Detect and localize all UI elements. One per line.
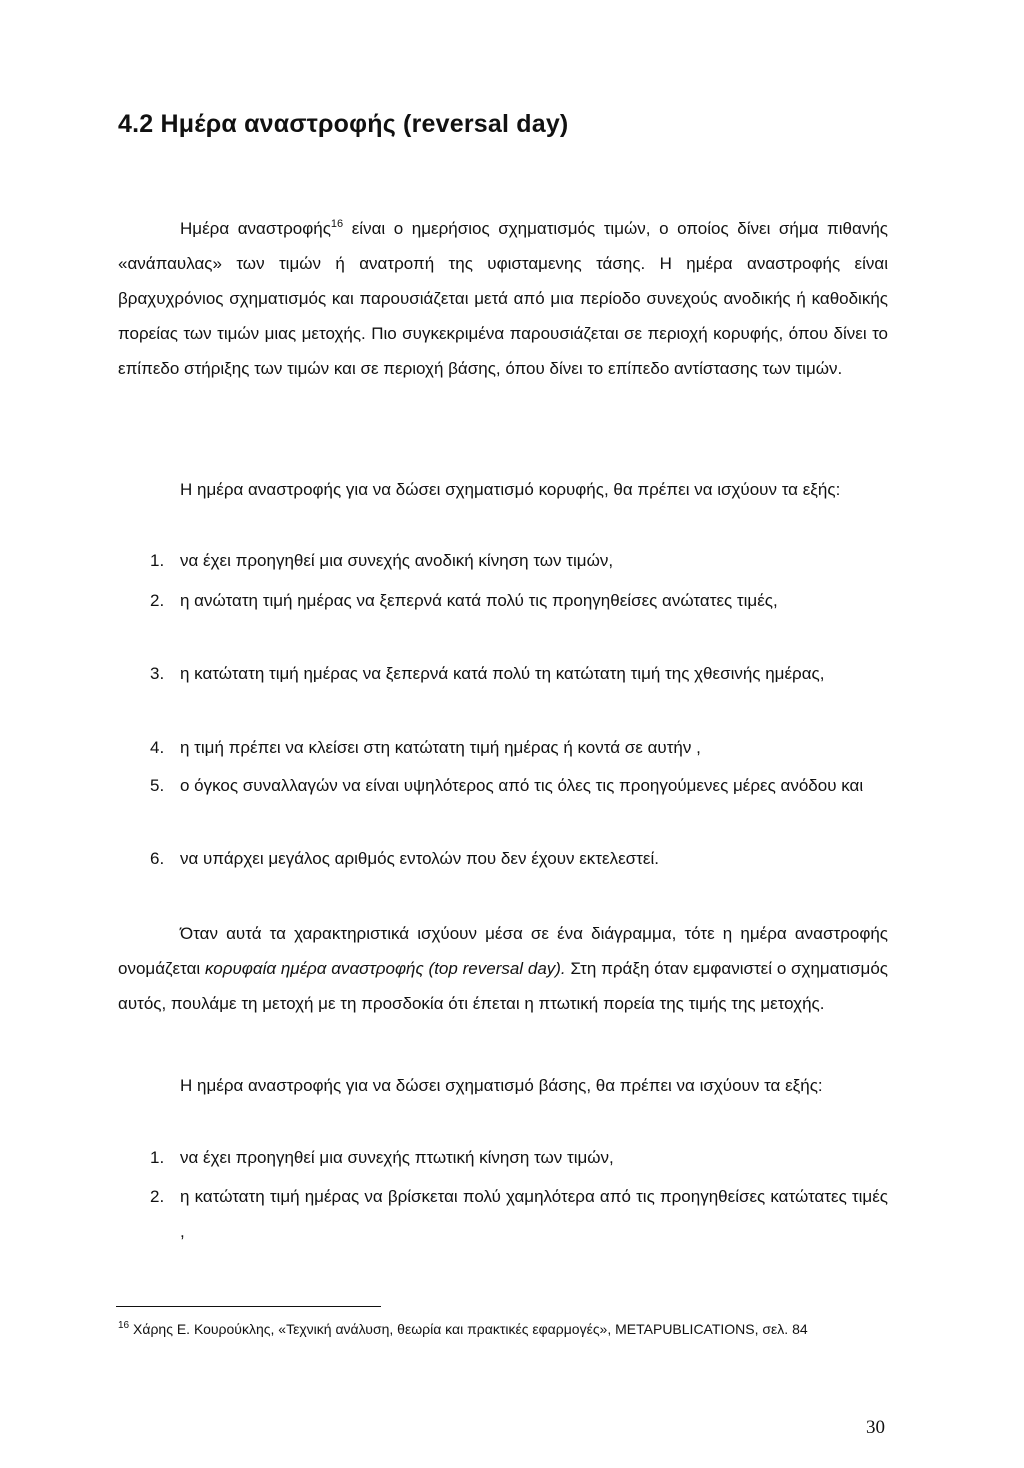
- bottom-conditions-lead-text: Η ημέρα αναστροφής για να δώσει σχηματισμό βάσης, θα πρέπει να ισχύουν τα εξής:: [180, 1076, 823, 1095]
- list-item-text: η κατώτατη τιμή ημέρας να ξεπερνά κατά πολύ τη κατώτατη τιμή της χθεσινής ημέρας,: [180, 664, 825, 683]
- list-item-text: η τιμή πρέπει να κλείσει στη κατώτατη τιμή ημέρας ή κοντά σε αυτήν ,: [180, 738, 701, 757]
- list-item-text: να έχει προηγηθεί μια συνεχής ανοδική κίνηση των τιμών,: [180, 551, 614, 570]
- list-item-number: 1.: [150, 551, 165, 570]
- intro-paragraph: [118, 211, 888, 386]
- footnote-reference: 16: [330, 218, 344, 230]
- list-item: [150, 1140, 888, 1175]
- footnote: [118, 1318, 893, 1341]
- list-item: [150, 656, 888, 691]
- footnote-text: Χάρης Ε. Κουρούκλης, «Τεχνική ανάλυση, θεωρία και πρακτικές εφαρμογές», METAPUBLICATIONS, σελ. 84: [129, 1321, 808, 1337]
- footnote-divider: [116, 1306, 381, 1307]
- list-item: [150, 1179, 888, 1249]
- list-item: [150, 768, 888, 803]
- summary-text-rest: Στη πράξη όταν εμφανιστεί ο σχηματισμός αυτός, πουλάμε τη μετοχή με τη προσδοκία ότι έπεται η πτωτική πορεία της τιμής της μετοχής.: [118, 959, 888, 1013]
- page-number: 30: [866, 1417, 885, 1438]
- top-conditions-lead-text: Η ημέρα αναστροφής για να δώσει σχηματισμό κορυφής, θα πρέπει να ισχύουν τα εξής:: [180, 480, 841, 499]
- top-reversal-day-term: κορυφαία ημέρα αναστροφής (top reversal day).: [204, 959, 566, 978]
- list-item-text: ο όγκος συναλλαγών να είναι υψηλότερος από τις όλες τις προηγούμενες μέρες ανόδου και: [180, 776, 864, 795]
- summary-text-start: Όταν αυτά τα χαρακτηριστικά ισχύουν μέσα σε ένα διάγραμμα, τότε η ημέρα αναστροφής ονομάζεται: [118, 924, 888, 978]
- list-item-number: 3.: [150, 664, 165, 683]
- section-heading: 4.2 Ημέρα αναστροφής (reversal day): [118, 110, 569, 138]
- list-item-number: 6.: [150, 849, 165, 868]
- list-item: [150, 583, 888, 618]
- list-item: [150, 841, 888, 876]
- list-item: [150, 543, 888, 578]
- list-item-number: 4.: [150, 738, 165, 757]
- summary-paragraph: [118, 916, 888, 1021]
- top-conditions-lead: [118, 472, 888, 507]
- list-item-number: 5.: [150, 776, 165, 795]
- list-item-text: να έχει προηγηθεί μια συνεχής πτωτική κίνηση των τιμών,: [180, 1148, 614, 1167]
- intro-text-start: Ημέρα αναστροφής: [180, 219, 331, 238]
- intro-text-rest: είναι ο ημερήσιος σχηματισμός τιμών, ο οποίος δίνει σήμα πιθανής «ανάπαυλας» των τιμών ή ανατροπή της υφισταμενης τάσης. Η ημέρα αναστροφής είναι βραχυχρόνιος σχηματισμός και παρουσιάζεται μετά από μια περίοδο συνεχούς ανοδικής ή καθοδικής πορείας των τιμών μιας μετοχής. Πιο συγκεκριμένα παρουσιάζεται σε περιοχή κορυφής, όπου δίνει το επίπεδο στήριξης των τιμών και σε περιοχή βάσης, όπου δίνει το επίπεδο αντίστασης των τιμών.: [118, 219, 888, 378]
- list-item-number: 1.: [150, 1148, 165, 1167]
- bottom-conditions-lead: [118, 1068, 888, 1103]
- list-item-number: 2.: [150, 1187, 165, 1206]
- footnote-marker: 16: [118, 1320, 130, 1331]
- list-item-number: 2.: [150, 591, 165, 610]
- list-item-text: να υπάρχει μεγάλος αριθμός εντολών που δεν έχουν εκτελεστεί.: [180, 849, 659, 868]
- list-item: [150, 730, 888, 765]
- list-item-text: η κατώτατη τιμή ημέρας να βρίσκεται πολύ χαμηλότερα από τις προηγηθείσες κατώτατες τιμές ,: [180, 1187, 888, 1241]
- list-item-text: η ανώτατη τιμή ημέρας να ξεπερνά κατά πολύ τις προηγηθείσες ανώτατες τιμές,: [180, 591, 778, 610]
